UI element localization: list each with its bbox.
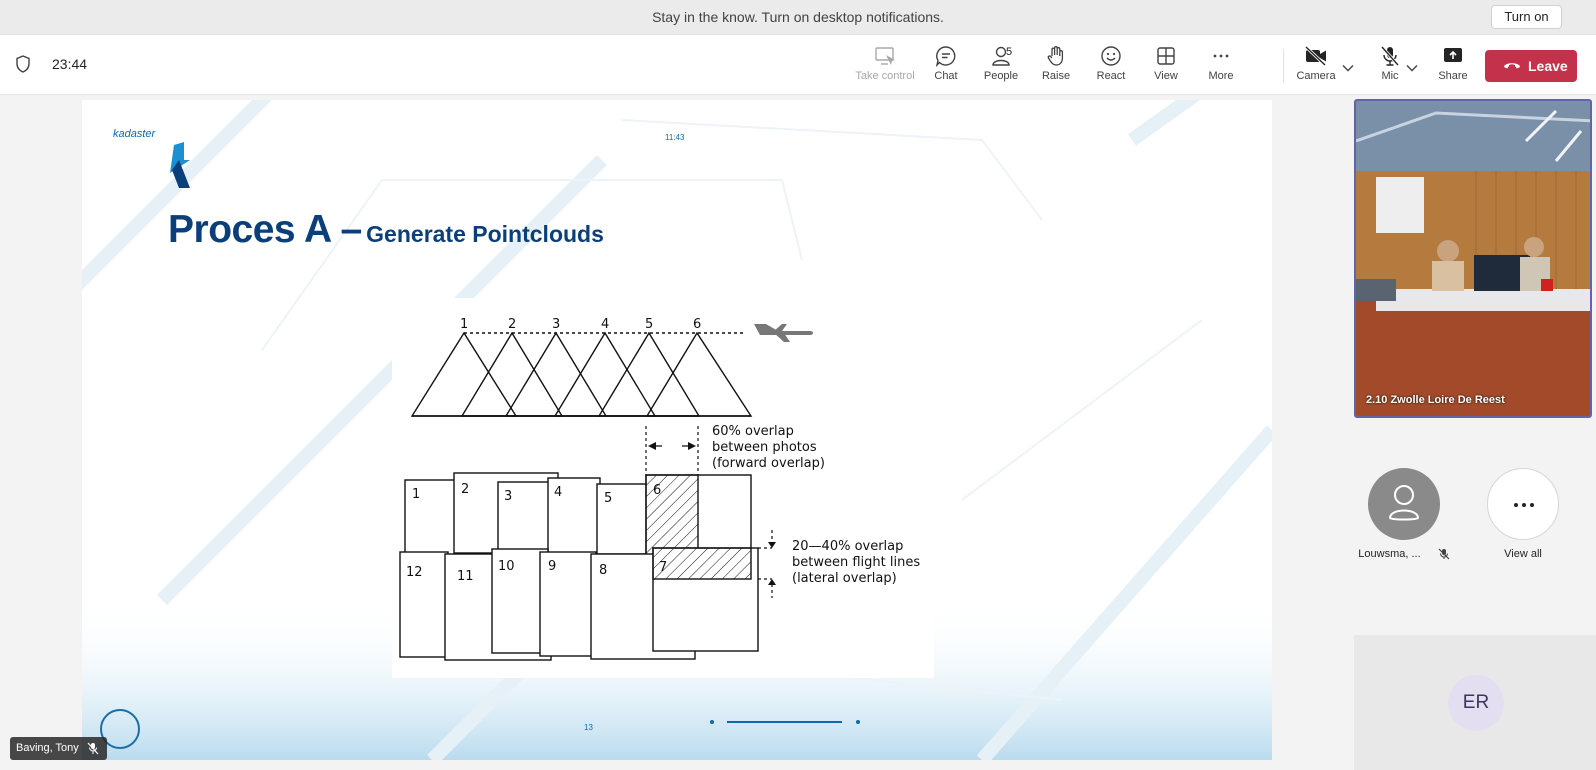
share-label: Share xyxy=(1438,70,1468,82)
more-button[interactable] xyxy=(1191,45,1251,91)
mic-label: Mic xyxy=(1381,70,1399,82)
strip-number-labels xyxy=(460,317,701,332)
presenter-name-tag xyxy=(10,737,107,760)
meeting-toolbar xyxy=(0,35,1596,95)
mic-muted-icon xyxy=(87,742,99,755)
participant-video-tile[interactable] xyxy=(1354,99,1592,418)
share-button[interactable] xyxy=(1423,45,1483,91)
slide-clock: 11:43 xyxy=(665,133,685,142)
photo-number: 7 xyxy=(659,560,668,575)
shared-slide xyxy=(82,100,1272,760)
react-label: React xyxy=(1096,70,1126,82)
meeting-timer: 23:44 xyxy=(52,56,88,72)
photo-number: 9 xyxy=(548,559,557,574)
hang-up-icon xyxy=(1503,61,1521,70)
airplane-icon xyxy=(754,324,813,342)
more-dots-icon xyxy=(1488,469,1560,541)
chat-label: Chat xyxy=(934,70,958,82)
photo-number: 11 xyxy=(457,569,474,584)
photo-number: 10 xyxy=(498,559,515,574)
notification-bar xyxy=(0,0,1596,35)
notification-message: Stay in the know. Turn on desktop notifications. xyxy=(652,9,944,25)
mic-options-chevron-icon[interactable] xyxy=(1406,59,1418,77)
people-icon xyxy=(971,45,1031,67)
view-all-participants[interactable] xyxy=(1474,468,1572,560)
take-control-icon xyxy=(854,45,916,67)
video-participant-name: 2.10 Zwolle Loire De Reest xyxy=(1366,394,1505,406)
view-all-label: View all xyxy=(1504,548,1542,560)
forward-overlap-line-1: 60% overlap xyxy=(712,424,794,439)
more-label: More xyxy=(1208,70,1234,82)
lateral-overlap-line-1: 20—40% overlap xyxy=(792,539,904,554)
room-video-feed xyxy=(1356,101,1592,418)
strip-number: 4 xyxy=(601,317,610,332)
avatar-er: ER xyxy=(1448,675,1504,731)
strip-number: 3 xyxy=(552,317,561,332)
camera-off-icon xyxy=(1286,45,1346,67)
presenter-name: Baving, Tony xyxy=(16,742,79,754)
forward-overlap-line-3: (forward overlap) xyxy=(712,456,825,471)
camera-button[interactable] xyxy=(1286,45,1346,91)
photo-number: 4 xyxy=(554,485,563,500)
mic-muted-icon xyxy=(1438,548,1450,560)
photo-overlap-diagram xyxy=(392,298,934,678)
participant-tile-er[interactable] xyxy=(1354,635,1596,770)
avatar xyxy=(1368,468,1440,540)
more-dots-icon xyxy=(1191,45,1251,67)
lateral-overlap-line-3: (lateral overlap) xyxy=(792,571,897,586)
strip-number: 1 xyxy=(460,317,469,332)
people-count-badge: 5 xyxy=(1006,46,1013,58)
forward-overlap-line-2: between photos xyxy=(712,440,817,455)
photo-number: 5 xyxy=(604,491,613,506)
view-all-circle xyxy=(1487,468,1559,540)
slide-page-number: 13 xyxy=(584,723,593,732)
photo-number: 8 xyxy=(599,563,608,578)
photo-number: 1 xyxy=(412,487,421,502)
raise-hand-button[interactable] xyxy=(1026,45,1086,91)
photo-number: 2 xyxy=(461,482,470,497)
kadaster-logo-text: kadaster xyxy=(113,128,156,140)
view-button[interactable] xyxy=(1136,45,1196,91)
slide-title-main: Proces A – xyxy=(168,208,362,251)
camera-label: Camera xyxy=(1296,70,1336,82)
slide-title-sub: Generate Pointclouds xyxy=(366,221,604,247)
strip-number: 5 xyxy=(645,317,654,332)
strip-number: 6 xyxy=(693,317,702,332)
toolbar-divider xyxy=(1283,49,1284,83)
participant-name: Louwsma, ... xyxy=(1358,548,1421,560)
turn-on-notifications-button[interactable]: Turn on xyxy=(1491,5,1562,29)
view-label: View xyxy=(1154,70,1178,82)
react-button[interactable] xyxy=(1081,45,1141,91)
raise-label: Raise xyxy=(1041,70,1071,82)
leave-label: Leave xyxy=(1528,58,1568,74)
slide-title xyxy=(168,208,604,252)
person-icon xyxy=(1368,468,1440,540)
chat-button[interactable] xyxy=(916,45,976,91)
people-button[interactable] xyxy=(971,45,1031,91)
camera-options-chevron-icon[interactable] xyxy=(1342,59,1354,77)
photo-number: 3 xyxy=(504,489,513,504)
chat-icon xyxy=(916,45,976,67)
lateral-overlap-line-2: between flight lines xyxy=(792,555,921,570)
photo-number: 12 xyxy=(406,565,423,580)
photo-number: 6 xyxy=(653,483,662,498)
shield-icon xyxy=(15,55,31,78)
take-control-label: Take control xyxy=(855,70,915,82)
strip-number: 2 xyxy=(508,317,517,332)
grid-view-icon xyxy=(1136,45,1196,67)
share-screen-icon xyxy=(1423,45,1483,67)
hand-icon xyxy=(1026,45,1086,67)
leave-button[interactable] xyxy=(1485,50,1577,82)
take-control-button[interactable] xyxy=(854,45,916,91)
smiley-icon xyxy=(1081,45,1141,67)
people-label: People xyxy=(983,70,1019,82)
participant-louwsma[interactable] xyxy=(1355,468,1453,560)
